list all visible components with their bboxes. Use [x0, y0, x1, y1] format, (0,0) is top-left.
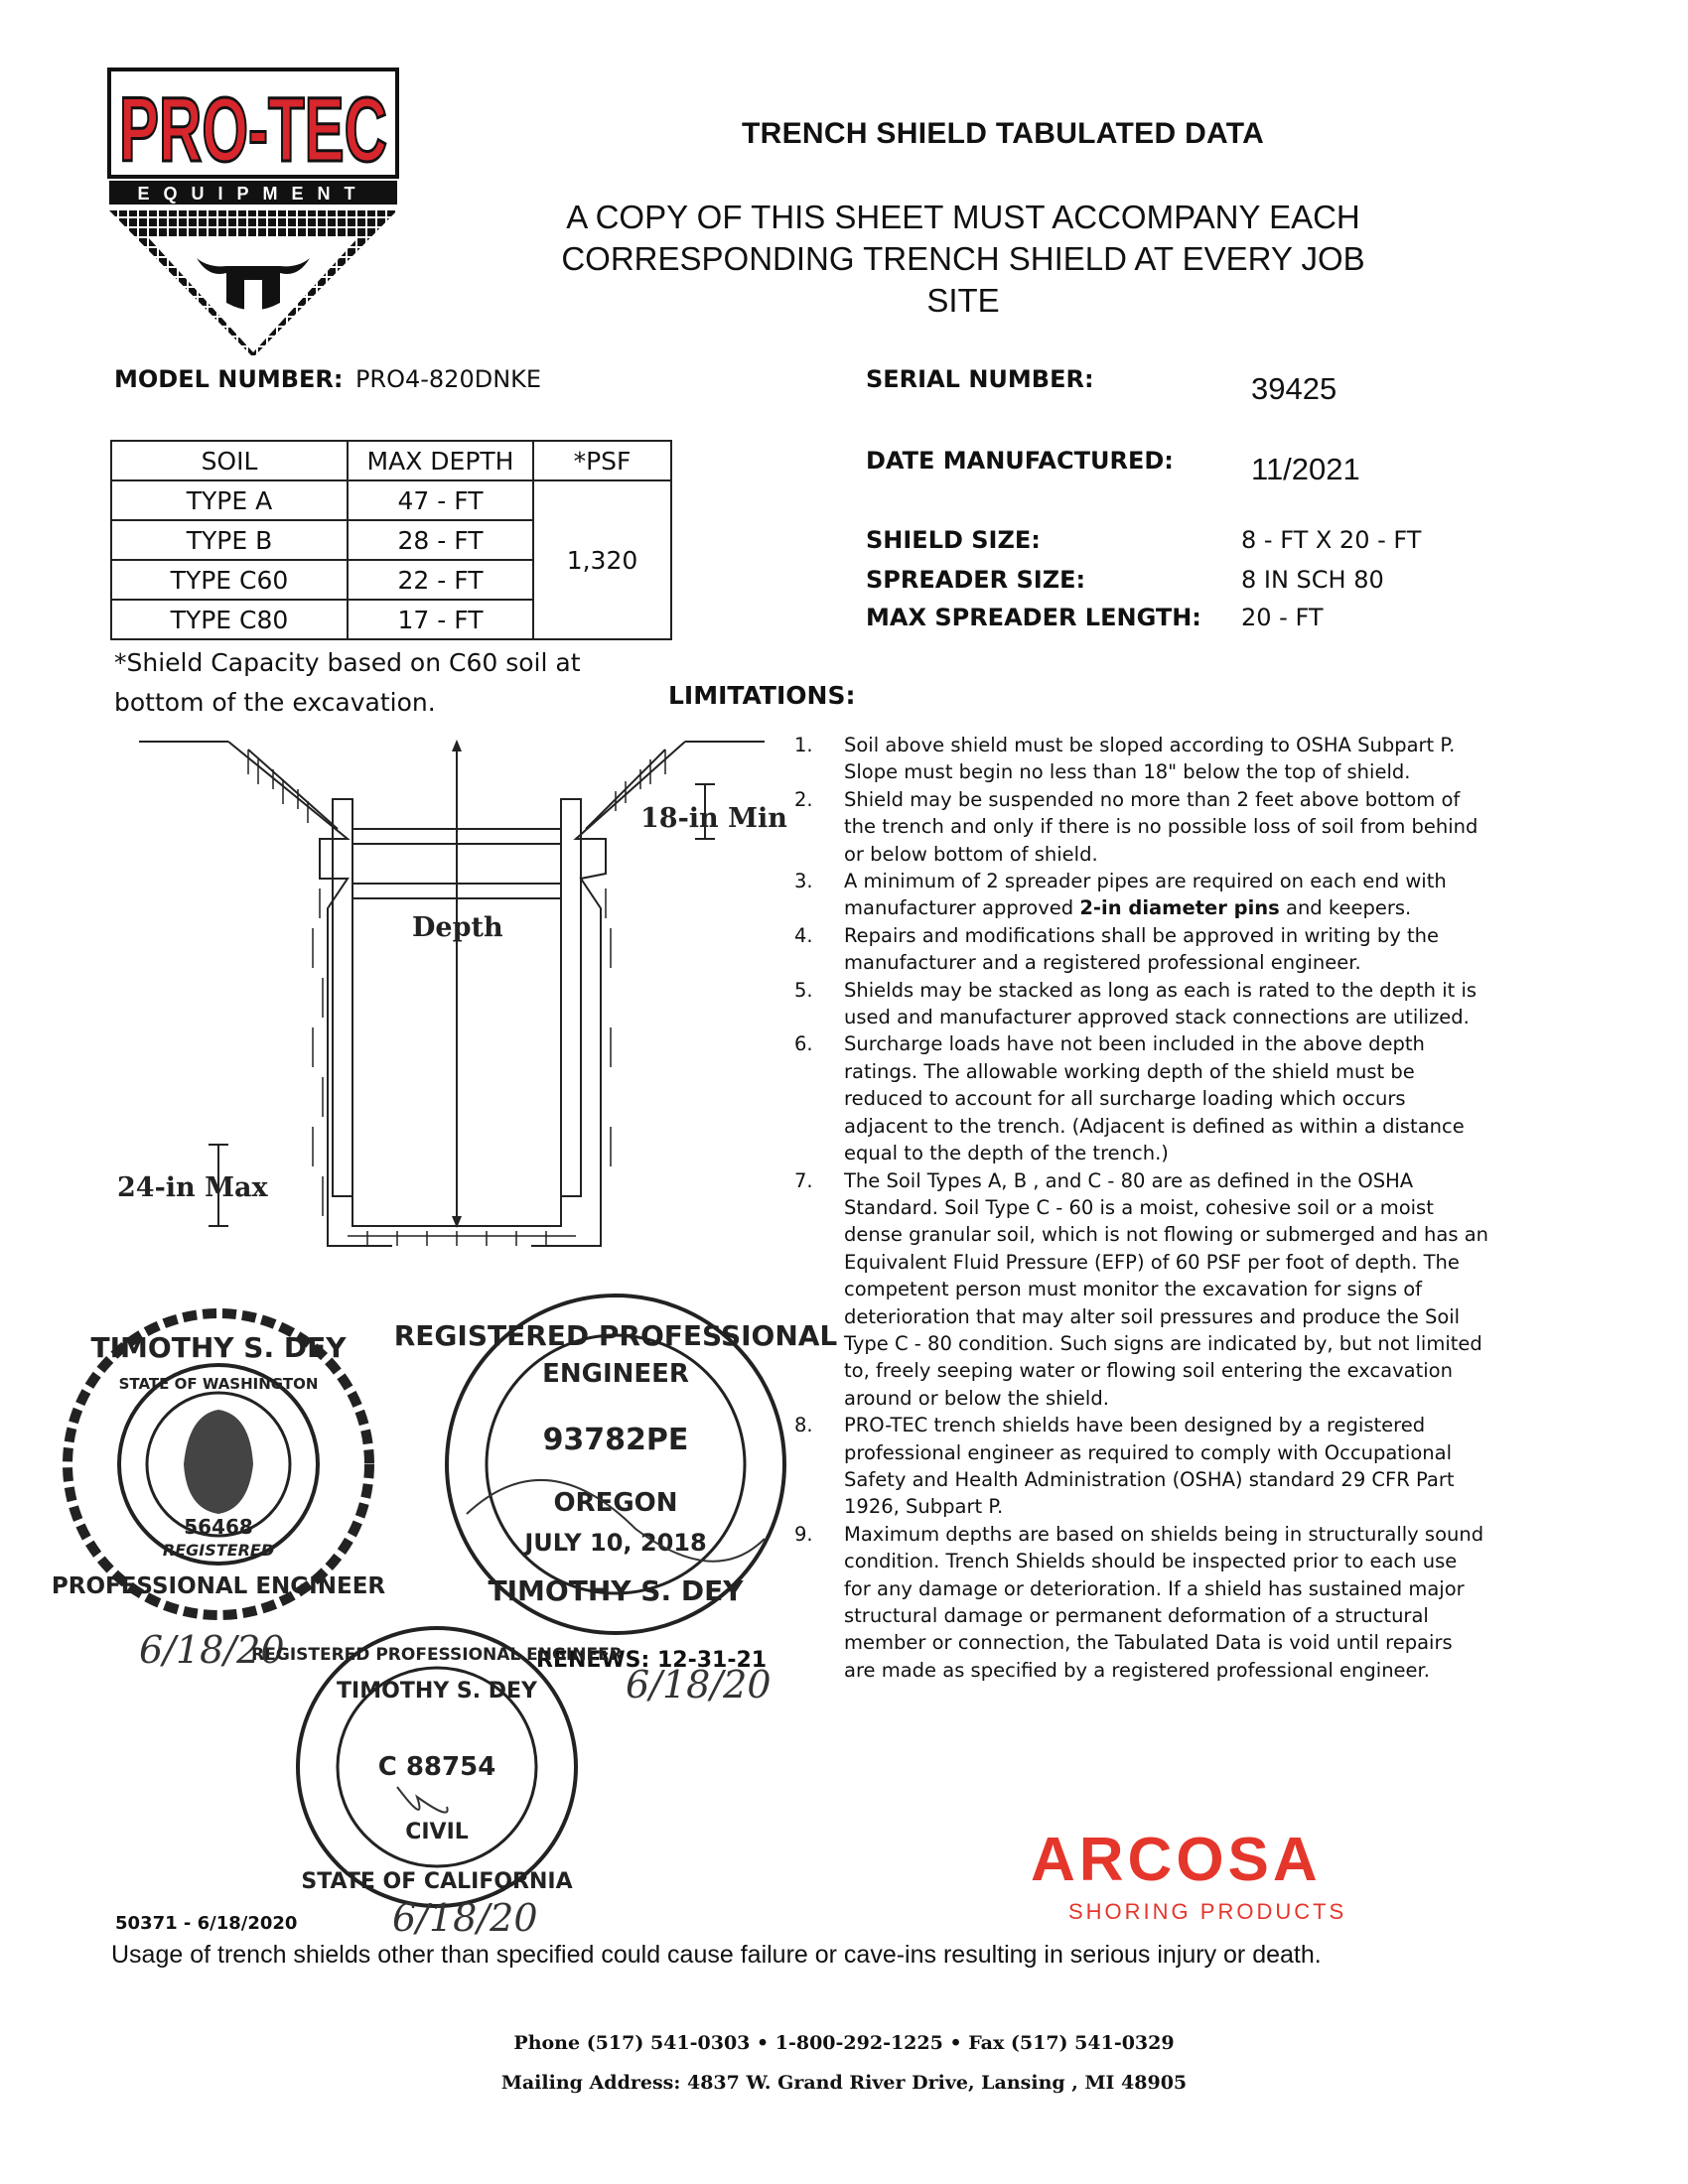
arcosa-sub: SHORING PRODUCTS	[1068, 1899, 1347, 1924]
svg-text:REGISTERED: REGISTERED	[162, 1541, 275, 1560]
spreader-size-label: SPREADER SIZE:	[866, 566, 1086, 594]
max-spreader-value: 20 - FT	[1241, 604, 1324, 631]
table-cell-soil: TYPE A	[111, 480, 348, 520]
page-subtitle	[556, 197, 1370, 322]
list-item: 1. Soil above shield must be sloped according to OSHA Subpart P. Slope must begin no less than 18" below the top of shield.	[794, 734, 1456, 784]
table-cell-depth: 47 - FT	[348, 480, 533, 520]
header-soil: SOIL	[111, 441, 348, 480]
svg-text:TIMOTHY S. DEY: TIMOTHY S. DEY	[488, 1574, 744, 1607]
oregon-date: 6/18/20	[626, 1663, 772, 1706]
oregon-renews: RENEWS: 12-31-21	[536, 1648, 768, 1673]
list-item: 5. Shields may be stacked as long as each is rated to the depth it is used and manufacturer approved stack connections are utilized.	[794, 978, 1477, 1029]
footer-address: Mailing Address: 4837 W. Grand River Drive, Lansing , MI 48905	[500, 2072, 1188, 2094]
serial-label: SERIAL NUMBER:	[866, 365, 1094, 393]
soil-table-wrap	[110, 440, 672, 640]
svg-text:PROFESSIONAL ENGINEER: PROFESSIONAL ENGINEER	[51, 1573, 386, 1599]
washington-date: 6/18/20	[139, 1628, 285, 1672]
date-value: 11/2021	[1251, 452, 1360, 486]
svg-text:ENGINEER: ENGINEER	[542, 1359, 689, 1389]
trench-diagram	[109, 730, 787, 1266]
table-cell-soil: TYPE C60	[111, 560, 348, 600]
table-cell-soil: TYPE C80	[111, 600, 348, 639]
list-item: 6. Surcharge loads have not been included in the above depth ratings. The allowable working depth of the shield must be reduced to account for all surcharge loading which occurs adjacent to the trench. (Adjacent is defined as within a distance equal to the depth of the trench.)	[794, 1032, 1465, 1165]
svg-text:STATE OF WASHINGTON: STATE OF WASHINGTON	[118, 1375, 319, 1393]
svg-text:REGISTERED PROFESSIONAL: REGISTERED PROFESSIONAL	[393, 1319, 838, 1352]
california-date: 6/18/20	[392, 1896, 538, 1940]
label-18in-min: 18-in Min	[640, 803, 787, 834]
svg-text:TIMOTHY S. DEY: TIMOTHY S. DEY	[90, 1331, 347, 1364]
capacity-note	[114, 643, 581, 723]
svg-text:OREGON: OREGON	[553, 1488, 678, 1518]
shield-size-label: SHIELD SIZE:	[866, 526, 1041, 554]
capacity-note-line-1: *Shield Capacity based on C60 soil at	[114, 648, 581, 677]
table-cell-soil: TYPE B	[111, 520, 348, 560]
list-item: 8. PRO-TEC trench shields have been designed by a registered professional engineer as required to comply with Occupational Safety and Health Administration (OSHA) standard 29 CFR Part 1926, Subpart P.	[794, 1414, 1455, 1519]
model-label: MODEL NUMBER:	[114, 365, 344, 393]
list-item: 9. Maximum depths are based on shields being in structurally sound condition. Trench Shields should be inspected prior to each use for any damage or deterioration. If a shield has sustained major structural damage or permanent deformation of a structural member or connection, the Tabulated Data is void until repairs are made as specified by a registered professional engineer.	[794, 1522, 1484, 1682]
limitations-title: LIMITATIONS:	[668, 681, 856, 710]
california-seal	[251, 1618, 623, 1916]
soil-table	[110, 440, 672, 640]
page-title: TRENCH SHIELD TABULATED DATA	[742, 117, 1265, 150]
header-psf: *PSF	[533, 441, 671, 480]
label-depth: Depth	[412, 912, 503, 943]
svg-text:93782PE: 93782PE	[542, 1423, 689, 1457]
arcosa-logo	[1031, 1825, 1428, 1925]
model-value: PRO4-820DNKE	[354, 365, 542, 393]
capacity-note-line-2: bottom of the excavation.	[114, 688, 436, 717]
list-item: 4. Repairs and modifications shall be approved in writing by the manufacturer and a registered professional engineer.	[794, 923, 1439, 975]
model-number	[114, 365, 541, 393]
list-item: 7. The Soil Types A, B , and C - 80 are as defined in the OSHA Standard. Soil Type C - 60 is a moist, cohesive soil or a moist dense granular soil, which is not flowing or submerged and has an Equivalent Fluid Pressure (EFP) of 60 PSF per foot of depth. The competent person must monitor the excavation for signs of deterioration that may alter soil pressures and produce the Soil Type C - 80 condition. Such signs are indicated by, but not limited to, freely seeping water or flowing soil entering the excavation around or below the shield.	[794, 1168, 1489, 1410]
list-item: 3. A minimum of 2 spreader pipes are required on each end with manufacturer approved 2-in diameter pins and keepers.	[794, 870, 1447, 920]
table-cell-depth: 28 - FT	[348, 520, 533, 560]
serial-value: 39425	[1251, 371, 1337, 406]
pro-tec-logo	[109, 69, 397, 367]
svg-text:TIMOTHY S. DEY: TIMOTHY S. DEY	[337, 1679, 537, 1704]
spreader-size-value: 8 IN SCH 80	[1241, 566, 1384, 594]
svg-text:C 88754: C 88754	[377, 1752, 496, 1782]
warning-text: Usage of trench shields other than specified could cause failure or cave-ins resulting in serious injury or death.	[111, 1941, 1322, 1969]
washington-seal	[51, 1305, 386, 1623]
svg-text:PRO-TEC: PRO-TEC	[119, 79, 387, 181]
svg-text:EQUIPMENT: EQUIPMENT	[137, 184, 369, 204]
svg-text:STATE OF CALIFORNIA: STATE OF CALIFORNIA	[301, 1869, 573, 1894]
max-spreader-label: MAX SPREADER LENGTH:	[866, 604, 1201, 631]
svg-text:JULY 10, 2018: JULY 10, 2018	[524, 1529, 707, 1557]
svg-text:CIVIL: CIVIL	[405, 1820, 469, 1844]
svg-text:REGISTERED PROFESSIONAL ENGINE: REGISTERED PROFESSIONAL ENGINEER	[251, 1645, 623, 1665]
table-cell-psf: 1,320	[533, 480, 671, 639]
subtitle-line-1: A COPY OF THIS SHEET MUST ACCOMPANY EACH	[566, 199, 1360, 235]
oregon-seal	[393, 1291, 838, 1638]
shield-size-value: 8 - FT X 20 - FT	[1241, 526, 1422, 554]
doc-id: 50371 - 6/18/2020	[115, 1913, 298, 1934]
subtitle-line-2: CORRESPONDING TRENCH SHIELD AT EVERY JOB SITE	[561, 240, 1365, 319]
svg-text:56468: 56468	[184, 1515, 253, 1539]
arcosa-name: ARCOSA	[1031, 1826, 1322, 1894]
list-item: 2. Shield may be suspended no more than 2 feet above bottom of the trench and only if there is no possible loss of soil from behind or below bottom of shield.	[794, 787, 1478, 866]
label-24in-max: 24-in Max	[117, 1172, 268, 1203]
date-label: DATE MANUFACTURED:	[866, 447, 1174, 475]
table-cell-depth: 22 - FT	[348, 560, 533, 600]
table-cell-depth: 17 - FT	[348, 600, 533, 639]
footer-phone: Phone (517) 541-0303 • 1-800-292-1225 • Fax (517) 541-0329	[513, 2032, 1175, 2054]
limitations-list	[794, 732, 1489, 1684]
header-max-depth: MAX DEPTH	[348, 441, 533, 480]
